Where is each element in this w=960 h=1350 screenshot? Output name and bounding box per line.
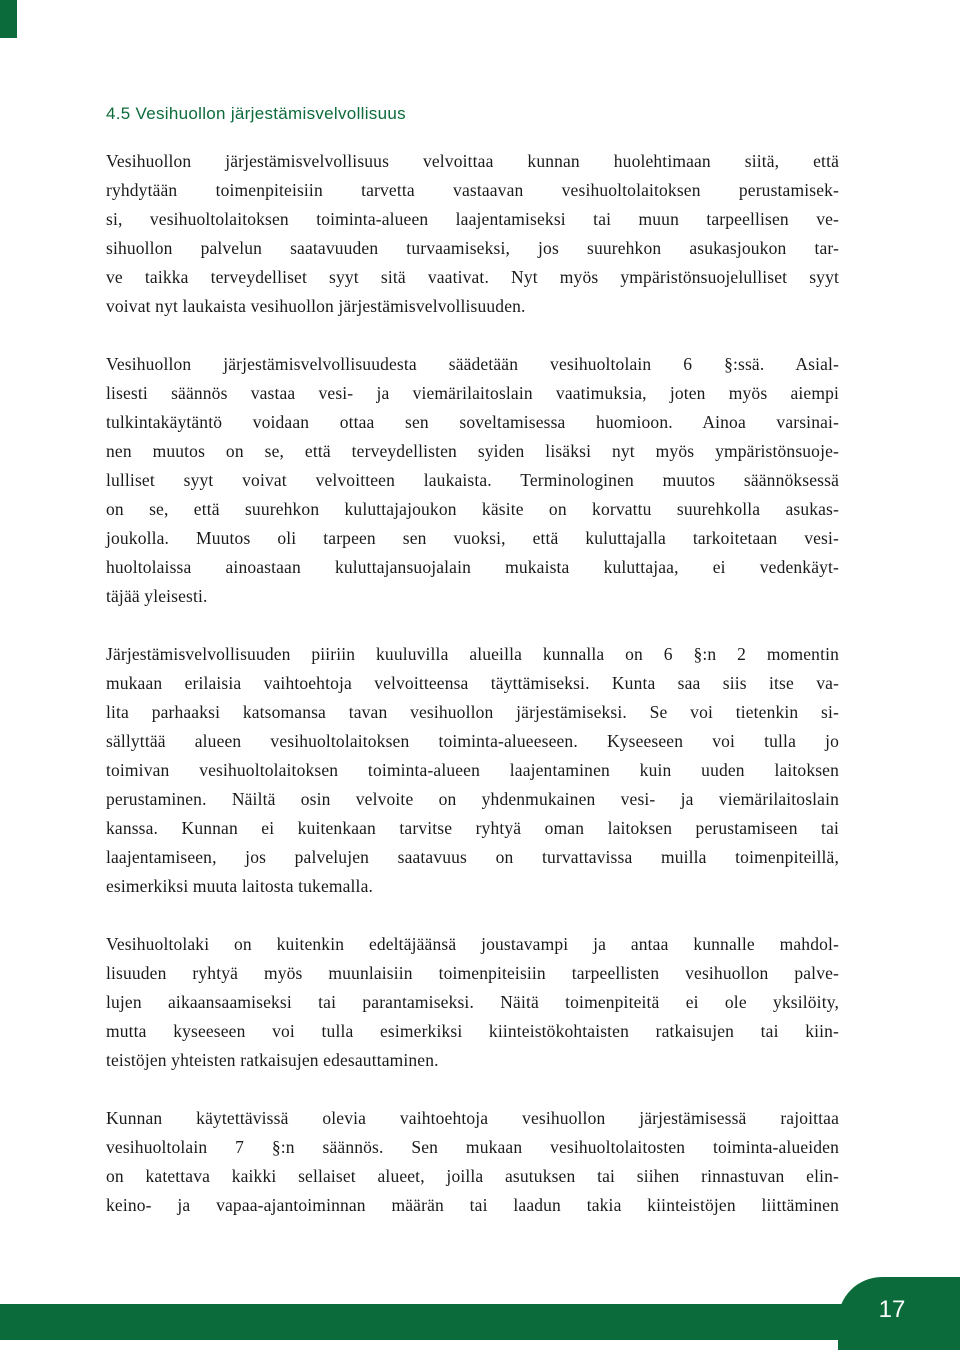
section-heading: 4.5 Vesihuollon järjestämisvelvollisuus — [106, 104, 406, 123]
text-line: lujen aikaansaamiseksi tai parantamiseksi. Näitä toimenpiteitä ei ole yksilöity, — [106, 992, 839, 1012]
paragraph-2 — [106, 350, 839, 611]
text-line: ve taikka terveydelliset syyt sitä vaativat. Nyt myös ympäristönsuojelulliset syyt — [106, 267, 839, 287]
text-line: sällyttää alueen vesihuoltolaitoksen toiminta-alueeseen. Kyseeseen voi tulla jo — [106, 731, 839, 751]
text-line: nen muutos on se, että terveydellisten syiden lisäksi nyt myös ympäristönsuoje- — [106, 441, 839, 461]
text-line: sihuollon palvelun saatavuuden turvaamiseksi, jos suurehkon asukasjoukon tar- — [106, 238, 839, 258]
text-line: teistöjen yhteisten ratkaisujen edesauttaminen. — [106, 1050, 439, 1070]
text-line: si, vesihuoltolaitoksen toiminta-alueen laajentamiseksi tai muun tarpeellisen ve- — [106, 209, 839, 229]
text-line: on se, että suurehkon kuluttajajoukon käsite on korvattu suurehkolla asukas- — [106, 499, 839, 519]
text-line: esimerkiksi muuta laitosta tukemalla. — [106, 876, 374, 896]
text-line: perustaminen. Näiltä osin velvoite on yhdenmukainen vesi- ja viemärilaitoslain — [106, 789, 839, 809]
body-text — [106, 147, 839, 1249]
corner-marker — [0, 0, 17, 38]
text-line: kanssa. Kunnan ei kuitenkaan tarvitse ryhtyä oman laitoksen perustamiseen tai — [106, 818, 839, 838]
text-line: voivat nyt laukaista vesihuollon järjestämisvelvollisuuden. — [106, 296, 526, 316]
text-line: Järjestämisvelvollisuuden piiriin kuuluvilla alueilla kunnalla on 6 §:n 2 momentin — [106, 644, 839, 664]
paragraph-5 — [106, 1104, 839, 1220]
footer-bar — [0, 1304, 845, 1340]
page-number: 17 — [878, 1296, 906, 1323]
text-line: lisesti säännös vastaa vesi- ja viemärilaitoslain vaatimuksia, joten myös aiempi — [106, 383, 839, 403]
text-line: Vesihuoltolaki on kuitenkin edeltäjäänsä joustavampi ja antaa kunnalle mahdol- — [106, 934, 839, 954]
paragraph-1 — [106, 147, 839, 321]
text-line: Kunnan käytettävissä olevia vaihtoehtoja vesihuollon järjestämisessä rajoittaa — [106, 1108, 839, 1128]
text-line: huoltolaissa ainoastaan kuluttajansuojalain mukaista kuluttajaa, ei vedenkäyt- — [106, 557, 839, 577]
text-line: ryhdytään toimenpiteisiin tarvetta vastaavan vesihuoltolaitoksen perustamisek- — [106, 180, 839, 200]
text-line: lita parhaaksi katsomansa tavan vesihuollon järjestämiseksi. Se voi tietenkin si- — [106, 702, 839, 722]
paragraph-3 — [106, 640, 839, 901]
text-line: tulkintakäytäntö voidaan ottaa sen soveltamisessa huomioon. Ainoa varsinai- — [106, 412, 839, 432]
text-line: joukolla. Muutos oli tarpeen sen vuoksi, että kuluttajalla tarkoitetaan vesi- — [106, 528, 839, 548]
text-line: mukaan erilaisia vaihtoehtoja velvoitteensa täyttämiseksi. Kunta saa siis itse va- — [106, 673, 839, 693]
text-line: Vesihuollon järjestämisvelvollisuus velvoittaa kunnan huolehtimaan siitä, että — [106, 151, 839, 171]
text-line: lisuuden ryhtyä myös muunlaisiin toimenpiteisiin tarpeellisten vesihuollon palve- — [106, 963, 839, 983]
text-line: Vesihuollon järjestämisvelvollisuudesta säädetään vesihuoltolain 6 §:ssä. Asial- — [106, 354, 839, 374]
text-line: mutta kyseeseen voi tulla esimerkiksi kiinteistökohtaisten ratkaisujen tai kiin- — [106, 1021, 839, 1041]
text-line: laajentamiseen, jos palvelujen saatavuus on turvattavissa muilla toimenpiteillä, — [106, 847, 839, 867]
text-line: keino- ja vapaa-ajantoiminnan määrän tai laadun takia kiinteistöjen liittäminen — [106, 1195, 839, 1215]
text-line: on katettava kaikki sellaiset alueet, joilla asutuksen tai siihen rinnastuvan elin- — [106, 1166, 839, 1186]
text-line: toimivan vesihuoltolaitoksen toiminta-alueen laajentaminen kuin uuden laitoksen — [106, 760, 839, 780]
text-line: lulliset syyt voivat velvoitteen laukaista. Terminologinen muutos säännöksessä — [106, 470, 839, 490]
text-line: vesihuoltolain 7 §:n säännös. Sen mukaan vesihuoltolaitosten toiminta-alueiden — [106, 1137, 839, 1157]
text-line: täjää yleisesti. — [106, 586, 208, 606]
paragraph-4 — [106, 930, 839, 1075]
